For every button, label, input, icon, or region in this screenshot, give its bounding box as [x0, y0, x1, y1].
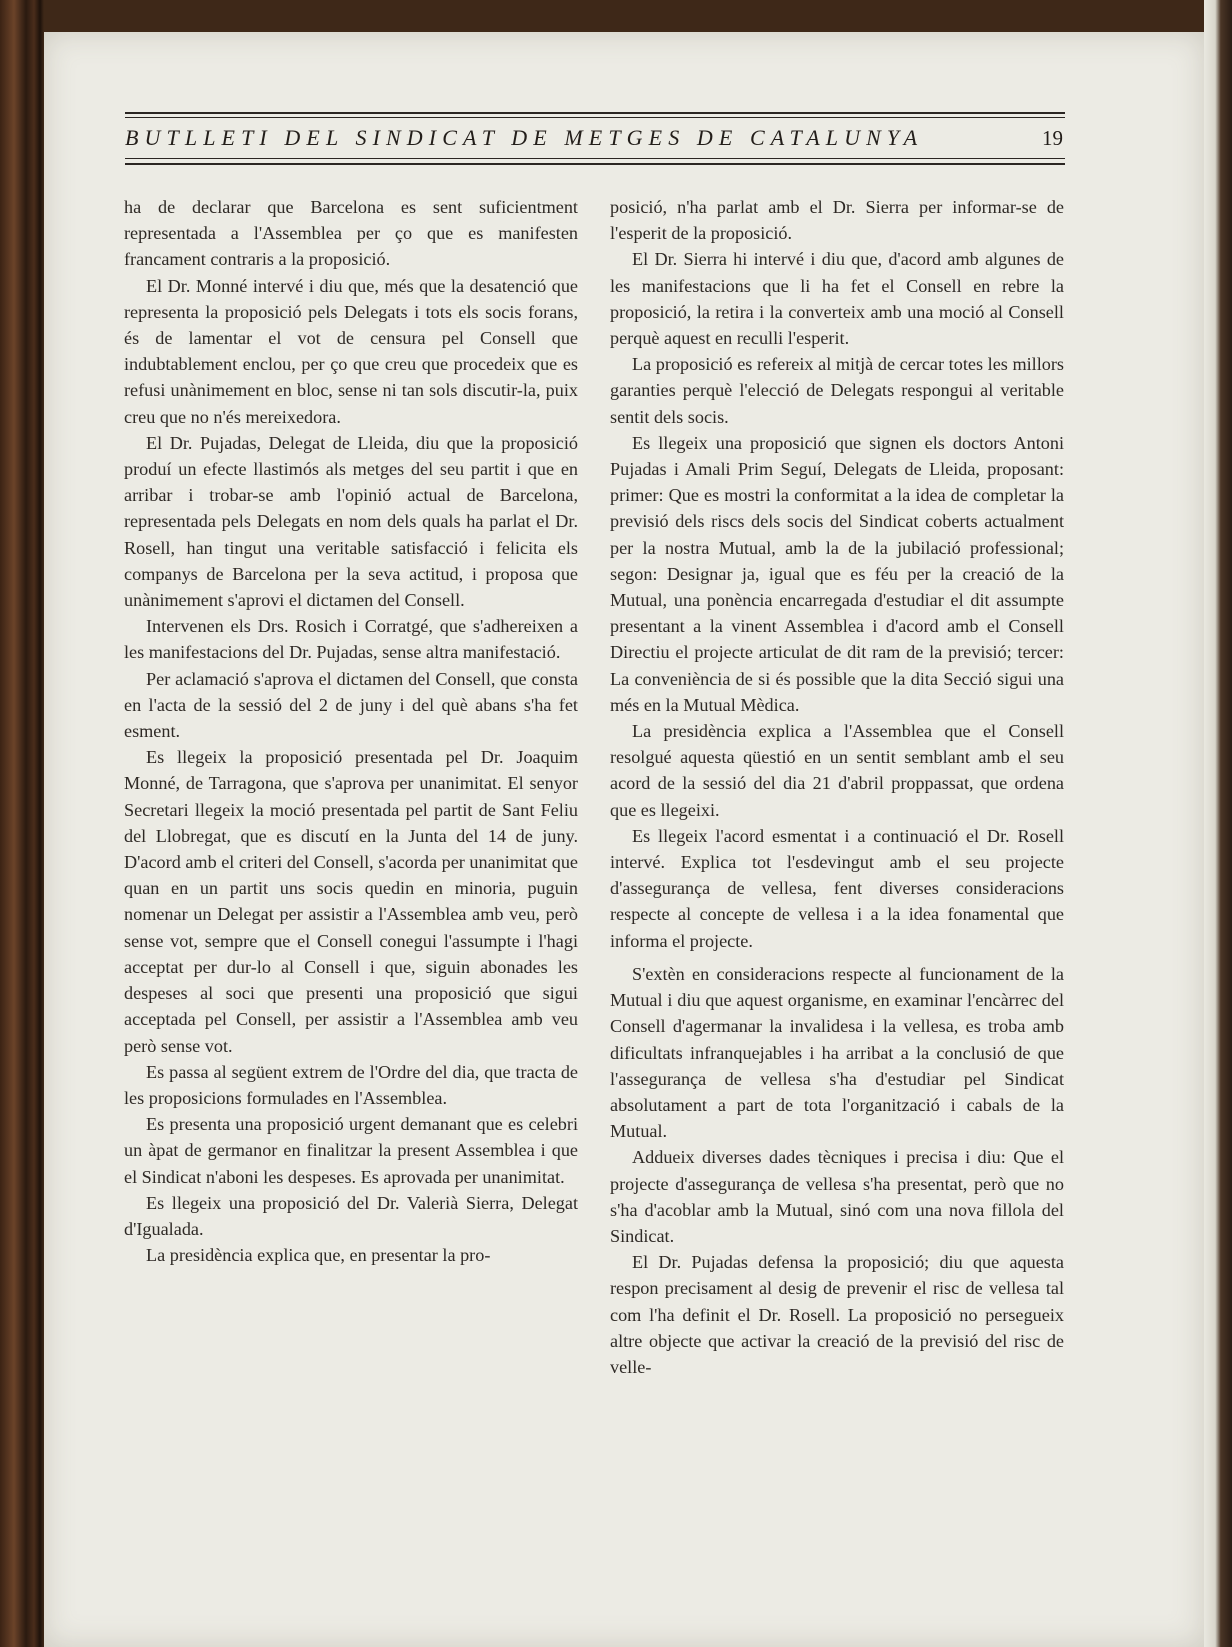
- paragraph: El Dr. Monné intervé i diu que, més que la desatenció que representa la proposició pels Delegats i tots els socis forans, és de lamentar el vot de censura pel Consell que indubtablement enclou, per ço que creu que procedeix que es refusi unànimement en bloc, sense ni tan sols discutir-la, puix creu que no n'és mereixedora.: [124, 275, 578, 427]
- paragraph: Es passa al següent extrem de l'Ordre del dia, que tracta de les proposicions formulades en l'Assemblea.: [124, 1061, 578, 1108]
- paragraph: La presidència explica que, en presentar la pro-: [146, 1245, 491, 1266]
- paragraph: Per aclamació s'aprova el dictamen del Consell, que consta en l'acta de la sessió del 2 de juny i del què abans s'ha fet esment.: [124, 668, 578, 742]
- page-number: 19: [1042, 126, 1063, 150]
- paragraph: Es llegeix l'acord esmentat i a continuació el Dr. Rosell intervé. Explica tot l'esdevingut amb el seu projecte d'assegurança de vellesa, fent diverses consideracions respecte al concepte de vellesa i a la idea fonamental que informa el projecte.: [610, 825, 1064, 951]
- left-column: [124, 194, 578, 1268]
- running-title: BUTLLETI DEL SINDICAT DE METGES DE CATALUNYA: [125, 125, 924, 150]
- paragraph: La proposició es refereix al mitjà de cercar totes les millors garanties perquè l'elecció de Delegats respongui al veritable sentit dels socis.: [610, 354, 1064, 427]
- paragraph: El Dr. Sierra hi intervé i diu que, d'acord amb algunes de les manifestacions que li ha fet el Consell en rebre la proposició, la retira i la converteix amb una moció al Consell perquè aquest en reculli l'esperit.: [610, 249, 1064, 349]
- header-rule-bottom-thin: [125, 158, 1065, 159]
- header-rule-top: [125, 112, 1065, 114]
- paragraph: S'extèn en consideracions respecte al funcionament de la Mutual i diu que aquest organisme, en examinar l'encàrrec del Consell d'agermanar la invalidesa i la vellesa, es troba amb dificultats infranquejables i ha arribat a la conclusió de que l'assegurança de vellesa s'ha d'estudiar pel Sindicat absolutament a part de tota l'organització i cabals de la Mutual.: [610, 963, 1064, 1142]
- page-edge: [1204, 0, 1232, 1647]
- header-rule-top-thin: [125, 117, 1065, 118]
- paragraph: Es llegeix una proposició del Dr. Valerià Sierra, Delegat d'Igualada.: [124, 1192, 578, 1239]
- paragraph: ha de declarar que Barcelona es sent suficientment representada a l'Assemblea per ço que es manifesten francament contraris a la proposició.: [124, 197, 578, 270]
- running-header: [125, 112, 1065, 164]
- right-column: [610, 194, 1064, 1380]
- paragraph: El Dr. Pujadas, Delegat de Lleida, diu que la proposició produí un efecte llastimós als metges del seu partit i que en arribar i trobar-se amb l'opinió actual de Barcelona, representada pels Delegats en nom dels quals ha parlat el Dr. Rosell, han tingut una veritable satisfacció i felicita els companys de Barcelona per la seva actitud, i proposa que unànimement s'aprovi el dictamen del Consell.: [124, 432, 578, 611]
- paragraph: El Dr. Pujadas defensa la proposició; diu que aquesta respon precisament al desig de prevenir el risc de vellesa tal com l'ha definit el Dr. Rosell. La proposició no persegueix altre objecte que activar la creació de la previsió del risc de velle-: [610, 1252, 1064, 1377]
- paragraph: Intervenen els Drs. Rosich i Corratgé, que s'adhereixen a les manifestacions del Dr. Pujadas, sense altra manifestació.: [124, 616, 578, 663]
- paragraph: Addueix diverses dades tècniques i precisa i diu: Que el projecte d'assegurança de vellesa s'ha presentat, però que no s'ha d'acoblar amb la Mutual, sinó com una nova fillola del Sindicat.: [610, 1147, 1064, 1246]
- paragraph: posició, n'ha parlat amb el Dr. Sierra per informar-se de l'esperit de la proposició.: [610, 197, 1064, 244]
- paragraph: Es llegeix la proposició presentada pel Dr. Joaquim Monné, de Tarragona, que s'aprova per unanimitat. El senyor Secretari llegeix la moció presentada pel partit de Sant Feliu del Llobregat, que es discutí en la Junta del 14 de juny. D'acord amb el criteri del Consell, s'acorda per unanimitat que quan en un partit uns socis quedin en minoria, puguin nomenar un Delegat per assistir a l'Assemblea amb veu, però sense vot, sempre que el Consell conegui l'assumpte i l'hagi acceptat per dur-lo al Consell i que, siguin abonades les despeses al soci que presenti una proposició que sigui acceptada pel Consell, per assistir a l'Assemblea amb veu però sense vot.: [124, 747, 579, 1056]
- paragraph: Es presenta una proposició urgent demanant que es celebri un àpat de germanor en finalitzar la present Assemblea i que el Sindicat n'aboni les despeses. Es aprovada per unanimitat.: [124, 1114, 578, 1187]
- header-rule-bottom: [125, 163, 1065, 165]
- paragraph: La presidència explica a l'Assemblea que el Consell resolgué aquesta qüestió en un sentit semblant amb el seu acord de la sessió del dia 21 d'abril proppassat, que ordena que es llegeixi.: [610, 721, 1064, 820]
- paragraph: Es llegeix una proposició que signen els doctors Antoni Pujadas i Amali Prim Seguí, Delegats de Lleida, proposant: primer: Que es mostri la conformitat a la idea de completar la previsió dels riscs dels socis del Sindicat coberts actualment per la nostra Mutual, amb la de la jubilació professional; segon: Designar ja, igual que es féu per la creació de la Mutual, una ponència encarregada d'estudiar el dit assumpte presentant a la vinent Assemblea i d'acord amb el Consell Directiu el projecte articulat de dit ram de la previsió; tercer: La conveniència de si és possible que la dita Secció sigui una més en la Mutual Mèdica.: [610, 432, 1064, 715]
